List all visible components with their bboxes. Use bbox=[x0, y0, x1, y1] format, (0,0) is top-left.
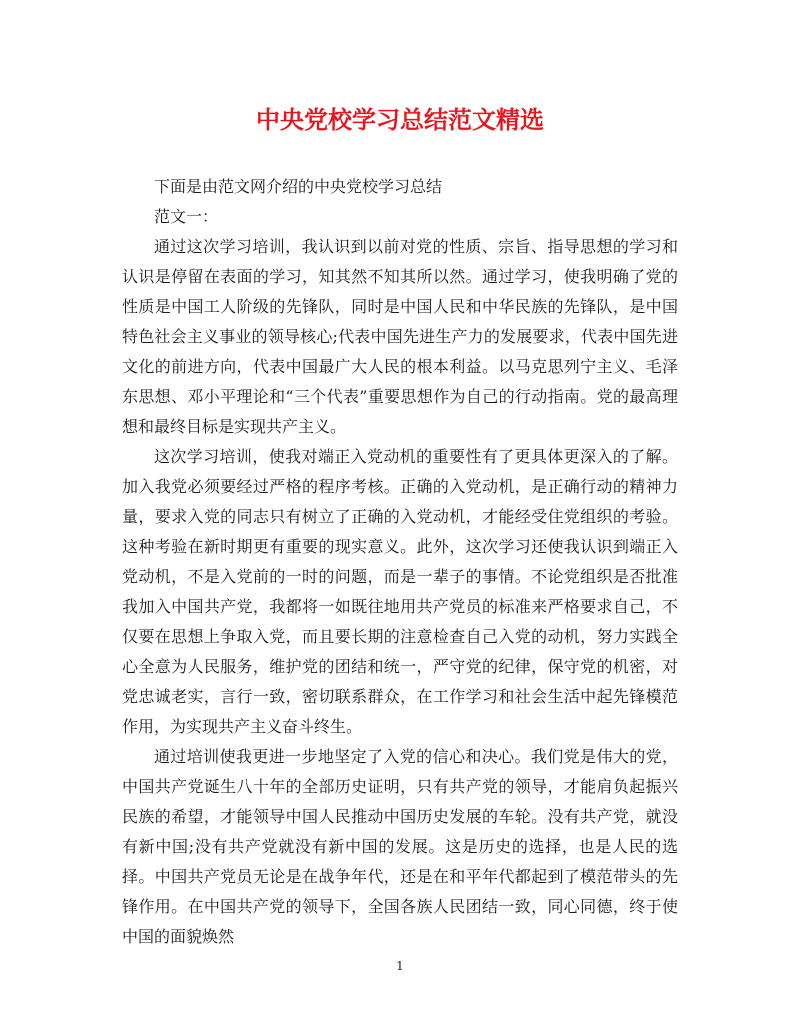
intro-paragraph: 下面是由范文网介绍的中央党校学习总结 bbox=[154, 177, 443, 196]
sample-heading: 范文一： bbox=[154, 207, 219, 226]
page-number: 1 bbox=[396, 959, 404, 973]
document-title: 中央党校学习总结范文精选 bbox=[256, 105, 544, 134]
document-body bbox=[122, 172, 678, 952]
body-paragraph-3: 通过培训使我更进一步地坚定了入党的信心和决心。我们党是伟大的党，中国共产党诞生八十年的全部历史证明，只有共产党的领导，才能肩负起振兴民族的希望，才能领导中国人民推动中国历史发展的车轮。没有共产党，就没有新中国;没有共产党就没有新中国的发展。这是历史的选择，也是人民的选择。中国共产党员无论是在战争年代，还是在和平年代都起到了模范带头的先锋作用。在中国共产党的领导下，全国各族人民团结一致，同心同德，终于使中国的面貌焕然 bbox=[122, 747, 678, 946]
body-paragraph-2: 这次学习培训，使我对端正入党动机的重要性有了更具体更深入的了解。加入我党必须要经过严格的程序考核。正确的入党动机，是正确行动的精神力量，要求入党的同志只有树立了正确的入党动机，才能经受住党组织的考验。这种考验在新时期更有重要的现实意义。此外，这次学习还使我认识到端正入党动机，不是入党前的一时的问题，而是一辈子的事情。不论党组织是否批准我加入中国共产党，我都将一如既往地用共产党员的标准来严格要求自己，不仅要在思想上争取入党，而且要长期的注意检查自己入党的动机，努力实践全心全意为人民服务，维护党的团结和统一，严守党的纪律，保守党的机密，对党忠诚老实，言行一致，密切联系群众，在工作学习和社会生活中起先锋模范作用，为实现共产主义奋斗终生。 bbox=[122, 447, 678, 736]
body-paragraph-1: 通过这次学习培训，我认识到以前对党的性质、宗旨、指导思想的学习和认识是停留在表面的学习，知其然不知其所以然。通过学习，使我明确了党的性质是中国工人阶级的先锋队，同时是中国人民和中华民族的先锋队，是中国特色社会主义事业的领导核心;代表中国先进生产力的发展要求，代表中国先进文化的前进方向，代表中国最广大人民的根本利益。以马克思列宁主义、毛泽东思想、邓小平理论和“三个代表”重要思想作为自己的行动指南。党的最高理想和最终目标是实现共产主义。 bbox=[122, 237, 678, 436]
